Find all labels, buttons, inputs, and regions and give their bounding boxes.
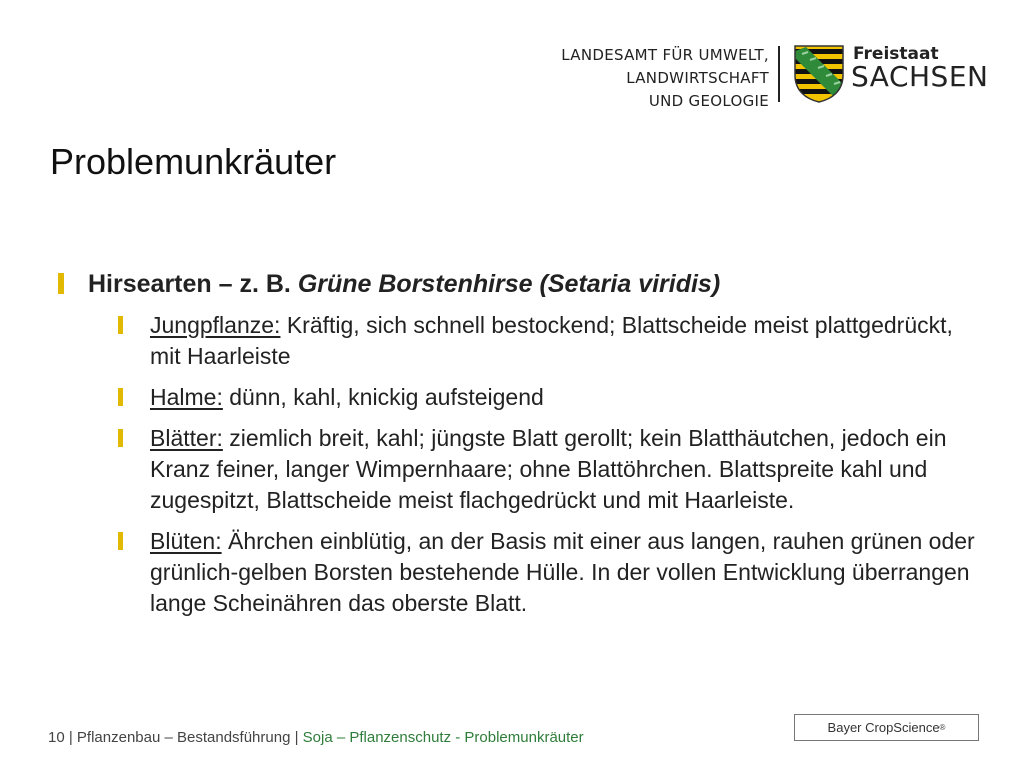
page-title: Problemunkräuter — [50, 141, 337, 182]
sub-bullet-text — [150, 423, 980, 516]
sub-bullet-text — [150, 382, 980, 413]
sub-bullet-label: Blüten: — [150, 528, 222, 554]
registered-mark: ® — [939, 723, 946, 732]
sub-bullet-text — [150, 526, 980, 619]
sub-bullet-halme — [118, 382, 988, 413]
footer-topic: Soja – Pflanzenschutz - Problemunkräuter — [302, 729, 584, 746]
bullet-marker — [118, 532, 123, 550]
main-bullet-prefix: Hirsearten – z. B. — [88, 270, 298, 298]
sub-bullet-text — [150, 310, 980, 372]
source-credit-text: Bayer CropScience — [827, 720, 940, 735]
footer — [48, 729, 584, 746]
agency-line-2: LANDWIRTSCHAFT — [626, 69, 769, 87]
sub-bullet-body: ziemlich breit, kahl; jüngste Blatt gerollt; kein Blatthäutchen, jedoch ein Kranz feiner, langer Wimpernhaare; ohne Blattöhrchen. Blattspreite kahl und zugespitzt, Blattscheide meist flachgedrückt und mit Haarleiste. — [150, 425, 947, 513]
agency-line-3: UND GEOLOGIE — [648, 92, 769, 110]
bullet-marker — [118, 316, 123, 334]
source-credit-box — [794, 714, 979, 741]
page-number: 10 — [48, 729, 65, 746]
main-bullet-species: Grüne Borstenhirse (Setaria viridis) — [297, 270, 721, 298]
sub-bullet-blaetter — [118, 423, 988, 516]
main-bullet-text — [88, 268, 720, 300]
sub-bullet-jungpflanze — [118, 310, 988, 372]
bullet-marker — [118, 388, 123, 406]
saxony-coat-of-arms-icon — [794, 45, 844, 103]
state-name: SACHSEN — [851, 60, 989, 93]
agency-line-1: LANDESAMT FÜR UMWELT, — [561, 46, 769, 64]
state-label: Freistaat — [853, 44, 939, 64]
bullet-marker — [58, 273, 64, 294]
sub-bullet-body: Ährchen einblütig, an der Basis mit einer aus langen, rauhen grünen oder grünlich-gelben Borsten bestehende Hülle. In der vollen Entwicklung überrangen lange Scheinähren das oberste Blatt. — [150, 528, 975, 616]
sub-bullet-label: Jungpflanze: — [150, 312, 281, 338]
sub-bullet-label: Halme: — [150, 384, 223, 410]
slide-content — [58, 268, 988, 629]
footer-section: Pflanzenbau – Bestandsführung — [76, 729, 291, 746]
bullet-marker — [118, 429, 123, 447]
main-bullet — [58, 268, 988, 300]
footer-separator: | — [64, 729, 77, 746]
sub-bullet-blueten — [118, 526, 988, 619]
logo-divider — [778, 46, 780, 102]
sub-bullet-label: Blätter: — [150, 425, 223, 451]
sub-bullet-body: Kräftig, sich schnell bestockend; Blattscheide meist plattgedrückt, mit Haarleiste — [150, 312, 953, 369]
sub-bullet-body: dünn, kahl, knickig aufsteigend — [222, 384, 544, 410]
agency-name — [561, 44, 769, 113]
footer-separator: | — [290, 729, 303, 746]
